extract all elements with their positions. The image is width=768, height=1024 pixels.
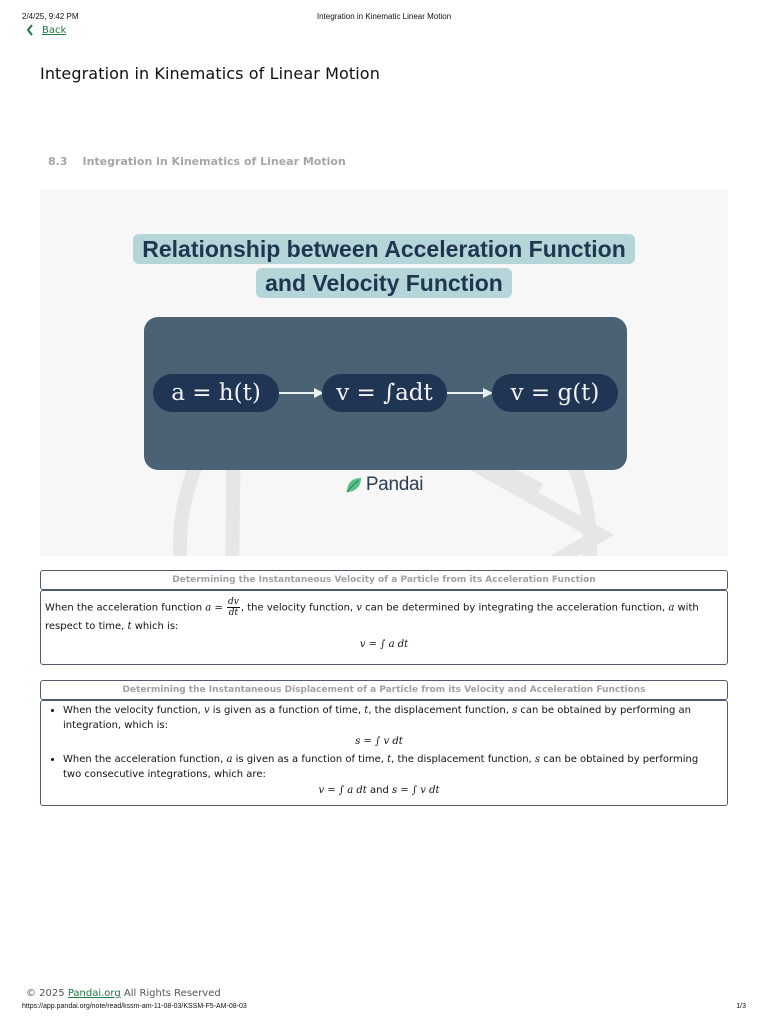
equation-displacement: s = ∫ v dt bbox=[355, 736, 403, 747]
text: which is: bbox=[131, 621, 179, 632]
back-label: Back bbox=[42, 24, 67, 36]
brand-logo bbox=[40, 474, 728, 496]
text: , the displacement function, bbox=[391, 754, 535, 765]
math-symbol: a bbox=[668, 602, 675, 614]
math-symbol: a bbox=[226, 754, 233, 765]
bullet-list bbox=[63, 703, 717, 801]
text: is given as a function of time, bbox=[232, 754, 388, 765]
box1-heading: Determining the Instantaneous Velocity of a Particle from its Acceleration Function bbox=[40, 570, 728, 590]
box2-heading: Determining the Instantaneous Displacement of a Particle from its Velocity and Acceleration Functions bbox=[40, 680, 728, 700]
fraction-denominator: dt bbox=[228, 608, 239, 618]
equation-part: v = ∫ a dt bbox=[318, 785, 367, 796]
pandai-link[interactable]: Pandai.org bbox=[67, 988, 121, 999]
math-symbol: s bbox=[534, 754, 541, 765]
print-datetime: 2/4/25, 9:42 PM bbox=[22, 12, 79, 21]
list-item bbox=[63, 752, 717, 798]
figure-title-line2: and Velocity Function bbox=[256, 268, 512, 298]
page-number: 1/3 bbox=[736, 1003, 746, 1010]
page-title: Integration in Kinematics of Linear Motion bbox=[40, 64, 380, 83]
text: with respect to time, bbox=[45, 602, 699, 632]
figure-title bbox=[40, 234, 728, 298]
section-title: Integration in Kinematics of Linear Motion bbox=[82, 155, 346, 168]
text: When the acceleration function, bbox=[63, 754, 227, 765]
math-symbol: t bbox=[127, 621, 132, 632]
math-symbol: v bbox=[203, 705, 210, 716]
text: can be determined by integrating the acceleration function, bbox=[361, 602, 669, 614]
list-item bbox=[63, 703, 717, 749]
pandai-leaf-icon bbox=[345, 476, 363, 494]
section-heading bbox=[48, 155, 346, 168]
print-url: https://app.pandai.org/note/read/kssm-am-11-08-03/KSSM-F5-AM-08-03 bbox=[22, 1003, 247, 1010]
equation-velocity: v = ∫ a dt bbox=[359, 639, 409, 650]
fraction bbox=[227, 597, 240, 618]
figure-image bbox=[40, 190, 728, 556]
back-link[interactable] bbox=[26, 24, 66, 36]
brand-name: Pandai bbox=[365, 474, 424, 495]
text: , the displacement function, bbox=[368, 705, 513, 716]
text: is given as a function of time, bbox=[209, 705, 365, 716]
text: = bbox=[211, 602, 227, 614]
text: can be obtained by performing an integration, which is: bbox=[63, 705, 691, 731]
formula-acceleration: a = h(t) bbox=[153, 374, 279, 412]
text: When the acceleration function bbox=[45, 602, 206, 614]
math-symbol: a bbox=[205, 602, 212, 614]
print-title: Integration in Kinematic Linear Motion bbox=[316, 12, 452, 21]
fraction-numerator: dv bbox=[228, 597, 239, 607]
footer-copyright bbox=[26, 988, 221, 999]
math-symbol: t bbox=[387, 754, 392, 765]
chevron-left-icon bbox=[26, 24, 34, 36]
box2-content bbox=[40, 700, 728, 806]
equation-double-integration bbox=[41, 783, 717, 798]
box1-content bbox=[40, 590, 728, 665]
text: can be obtained by performing two consecutive integrations, which are: bbox=[63, 754, 699, 780]
text: When the velocity function, bbox=[63, 705, 204, 716]
section-number: 8.3 bbox=[48, 155, 68, 168]
equation-part: s = ∫ v dt bbox=[392, 785, 440, 796]
copyright-prefix: © 2025 bbox=[26, 988, 68, 999]
copyright-suffix: All Rights Reserved bbox=[120, 988, 221, 999]
math-symbol: v bbox=[356, 602, 362, 614]
math-symbol: s bbox=[512, 705, 518, 716]
math-symbol: t bbox=[364, 705, 369, 716]
print-header bbox=[22, 12, 746, 24]
equation-join: and bbox=[366, 785, 392, 796]
formula-integral: v = ∫adt bbox=[322, 374, 447, 412]
formula-panel bbox=[144, 317, 627, 470]
box1-paragraph bbox=[45, 597, 721, 636]
formula-velocity: v = g(t) bbox=[492, 374, 618, 412]
text: , the velocity function, bbox=[240, 602, 357, 614]
figure-title-line1: Relationship between Acceleration Function bbox=[133, 234, 635, 264]
